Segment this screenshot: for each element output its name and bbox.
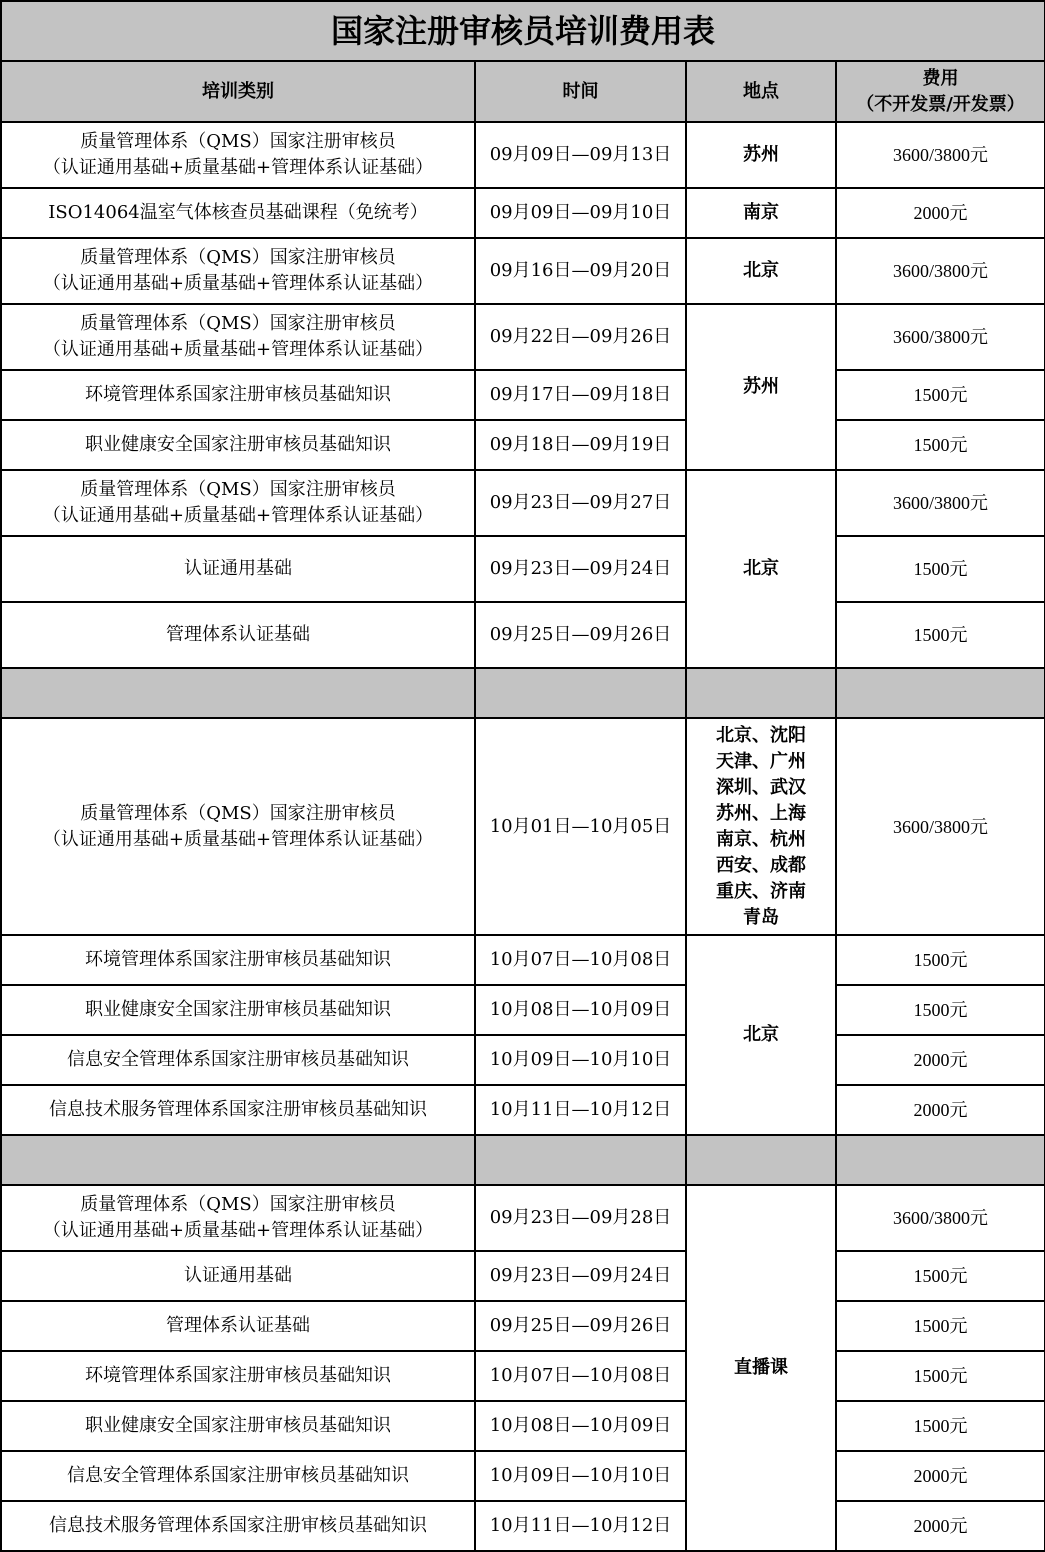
course-cell	[1, 122, 475, 188]
location-cell: 北京	[686, 238, 836, 304]
city-list-line: 南京、杭州	[716, 828, 806, 850]
table-row	[1, 985, 1045, 1035]
table-row	[1, 1085, 1045, 1135]
fee-cell: 3600/3800元	[836, 470, 1045, 536]
date-cell: 09月25日—09月26日	[475, 1301, 686, 1351]
date-cell: 09月23日—09月24日	[475, 1251, 686, 1301]
table-row	[1, 370, 1045, 420]
date-cell: 09月18日—09月19日	[475, 420, 686, 470]
date-cell: 09月17日—09月18日	[475, 370, 686, 420]
fee-cell: 3600/3800元	[836, 238, 1045, 304]
fee-cell: 1500元	[836, 1301, 1045, 1351]
fee-cell: 2000元	[836, 1035, 1045, 1085]
course-cell: 职业健康安全国家注册审核员基础知识	[1, 1401, 475, 1451]
location-cell-multi	[686, 718, 836, 935]
course-detail: （认证通用基础+质量基础+管理体系认证基础）	[42, 273, 434, 294]
date-cell: 10月07日—10月08日	[475, 1351, 686, 1401]
fee-cell: 1500元	[836, 420, 1045, 470]
course-cell: 环境管理体系国家注册审核员基础知识	[1, 935, 475, 985]
course-name: 质量管理体系（QMS）国家注册审核员	[80, 1194, 396, 1215]
location-cell: 南京	[686, 188, 836, 238]
city-list-line: 重庆、济南	[716, 880, 806, 902]
course-cell: 认证通用基础	[1, 536, 475, 602]
course-name: 质量管理体系（QMS）国家注册审核员	[80, 802, 396, 824]
fee-cell: 2000元	[836, 1085, 1045, 1135]
separator-row	[1, 1135, 1045, 1185]
fee-cell: 1500元	[836, 985, 1045, 1035]
fee-cell: 1500元	[836, 1401, 1045, 1451]
date-cell: 09月23日—09月28日	[475, 1185, 686, 1251]
course-detail: （认证通用基础+质量基础+管理体系认证基础）	[42, 828, 434, 850]
table-row	[1, 1301, 1045, 1351]
course-detail: （认证通用基础+质量基础+管理体系认证基础）	[42, 157, 434, 178]
separator-row	[1, 668, 1045, 718]
city-list-line: 北京、沈阳	[716, 724, 806, 746]
date-cell: 09月25日—09月26日	[475, 602, 686, 668]
table-row	[1, 718, 1045, 935]
table-row	[1, 420, 1045, 470]
fee-cell: 3600/3800元	[836, 304, 1045, 370]
fee-cell: 3600/3800元	[836, 1185, 1045, 1251]
header-fee	[836, 61, 1045, 122]
table-row	[1, 1451, 1045, 1501]
fee-cell: 1500元	[836, 1351, 1045, 1401]
header-fee-line1: 费用	[922, 67, 959, 89]
course-name: 质量管理体系（QMS）国家注册审核员	[80, 131, 396, 152]
table-row	[1, 470, 1045, 536]
course-cell: 信息技术服务管理体系国家注册审核员基础知识	[1, 1501, 475, 1551]
page-title: 国家注册审核员培训费用表	[1, 1, 1045, 61]
date-cell: 10月08日—10月09日	[475, 1401, 686, 1451]
course-cell: 环境管理体系国家注册审核员基础知识	[1, 1351, 475, 1401]
location-cell: 苏州	[686, 304, 836, 470]
date-cell: 10月09日—10月10日	[475, 1035, 686, 1085]
table-row	[1, 536, 1045, 602]
course-cell: 职业健康安全国家注册审核员基础知识	[1, 420, 475, 470]
course-cell: ISO14064温室气体核查员基础课程（免统考）	[1, 188, 475, 238]
header-time: 时间	[475, 61, 686, 122]
course-cell	[1, 1185, 475, 1251]
course-cell: 管理体系认证基础	[1, 602, 475, 668]
location-cell: 直播课	[686, 1185, 836, 1551]
city-list-line: 天津、广州	[716, 750, 806, 772]
header-location: 地点	[686, 61, 836, 122]
location-cell: 苏州	[686, 122, 836, 188]
location-cell: 北京	[686, 470, 836, 668]
course-cell	[1, 718, 475, 935]
date-cell: 10月08日—10月09日	[475, 985, 686, 1035]
fee-cell: 3600/3800元	[836, 718, 1045, 935]
table-row	[1, 602, 1045, 668]
course-cell: 职业健康安全国家注册审核员基础知识	[1, 985, 475, 1035]
date-cell: 10月11日—10月12日	[475, 1501, 686, 1551]
course-cell: 环境管理体系国家注册审核员基础知识	[1, 370, 475, 420]
header-category: 培训类别	[1, 61, 475, 122]
date-cell: 09月16日—09月20日	[475, 238, 686, 304]
course-cell: 信息安全管理体系国家注册审核员基础知识	[1, 1451, 475, 1501]
fee-cell: 1500元	[836, 602, 1045, 668]
fee-cell: 1500元	[836, 370, 1045, 420]
table-row	[1, 935, 1045, 985]
course-name: 质量管理体系（QMS）国家注册审核员	[80, 479, 396, 500]
table-row	[1, 122, 1045, 188]
course-detail: （认证通用基础+质量基础+管理体系认证基础）	[42, 1220, 434, 1241]
date-cell: 09月09日—09月10日	[475, 188, 686, 238]
table-row	[1, 1401, 1045, 1451]
table-row	[1, 1035, 1045, 1085]
city-list-line: 青岛	[743, 906, 779, 928]
date-cell: 10月07日—10月08日	[475, 935, 686, 985]
table-row	[1, 188, 1045, 238]
fee-cell: 3600/3800元	[836, 122, 1045, 188]
city-list-line: 苏州、上海	[716, 802, 806, 824]
location-cell: 北京	[686, 935, 836, 1135]
fee-cell: 2000元	[836, 1501, 1045, 1551]
table-row	[1, 1251, 1045, 1301]
course-detail: （认证通用基础+质量基础+管理体系认证基础）	[42, 339, 434, 360]
table-row	[1, 1501, 1045, 1551]
course-cell: 信息技术服务管理体系国家注册审核员基础知识	[1, 1085, 475, 1135]
fee-cell: 2000元	[836, 188, 1045, 238]
city-list-line: 西安、成都	[716, 854, 806, 876]
fee-cell: 1500元	[836, 536, 1045, 602]
course-cell: 管理体系认证基础	[1, 1301, 475, 1351]
course-name: 质量管理体系（QMS）国家注册审核员	[80, 313, 396, 334]
course-name: 质量管理体系（QMS）国家注册审核员	[80, 247, 396, 268]
course-cell	[1, 470, 475, 536]
course-detail: （认证通用基础+质量基础+管理体系认证基础）	[42, 505, 434, 526]
table-row	[1, 238, 1045, 304]
fee-cell: 1500元	[836, 1251, 1045, 1301]
course-cell	[1, 304, 475, 370]
date-cell: 09月23日—09月24日	[475, 536, 686, 602]
city-list-line: 深圳、武汉	[716, 776, 806, 798]
header-fee-line2: （不开发票/开发票）	[856, 93, 1025, 115]
date-cell: 09月22日—09月26日	[475, 304, 686, 370]
fee-cell: 2000元	[836, 1451, 1045, 1501]
date-cell: 10月01日—10月05日	[475, 718, 686, 935]
date-cell: 09月09日—09月13日	[475, 122, 686, 188]
fee-cell: 1500元	[836, 935, 1045, 985]
table-row	[1, 304, 1045, 370]
table-row	[1, 1351, 1045, 1401]
course-cell	[1, 238, 475, 304]
date-cell: 09月23日—09月27日	[475, 470, 686, 536]
course-cell: 认证通用基础	[1, 1251, 475, 1301]
table-row	[1, 1185, 1045, 1251]
course-cell: 信息安全管理体系国家注册审核员基础知识	[1, 1035, 475, 1085]
date-cell: 10月09日—10月10日	[475, 1451, 686, 1501]
date-cell: 10月11日—10月12日	[475, 1085, 686, 1135]
